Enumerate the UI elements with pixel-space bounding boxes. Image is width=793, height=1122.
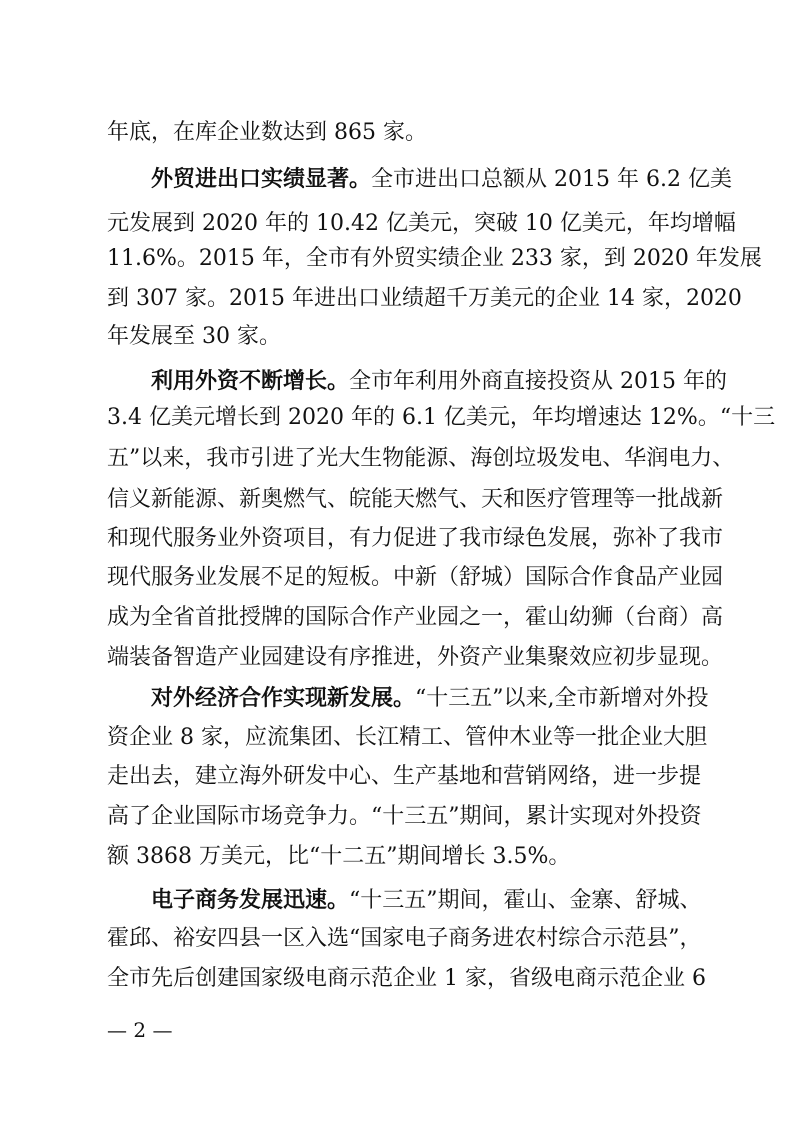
text-line: 成为全省首批授牌的国际合作产业园之一，霍山幼狮（台商）高 — [107, 605, 724, 630]
text-line: 现代服务业发展不足的短板。中新（舒城）国际合作食品产业园 — [107, 565, 724, 590]
text-line: 年底，在库企业数达到 865 家。 — [107, 120, 427, 145]
text-line: 3.4 亿美元增长到 2020 年的 6.1 亿美元，年均增速达 12%。“十三 — [107, 405, 776, 430]
text-line: 霍邱、裕安四县一区入选“国家电子商务进农村综合示范县”， — [107, 926, 702, 951]
paragraph-heading: 对外经济合作实现新发展。 — [151, 685, 416, 711]
text-line: 到 307 家。2015 年进出口业绩超千万美元的企业 14 家，2020 — [107, 286, 742, 311]
paragraph-heading: 外贸进出口实绩显著。 — [151, 166, 372, 192]
text-line: 端装备智造产业园建设有序推进，外资产业集聚效应初步显现。 — [107, 645, 724, 670]
text-span: “十三五”期间，霍山、金寨、舒城、 — [349, 888, 702, 913]
paragraph-start-line — [151, 683, 709, 713]
text-span: 全市进出口总额从 2015 年 6.2 亿美 — [371, 167, 732, 192]
text-line: 和现代服务业外资项目，有力促进了我市绿色发展，弥补了我市 — [107, 526, 724, 551]
text-line: 高了企业国际市场竞争力。“十三五”期间，累计实现对外投资 — [107, 804, 702, 829]
text-line: 11.6%。2015 年，全市有外贸实绩企业 233 家，到 2020 年发展 — [107, 246, 762, 271]
text-span: 全市年利用外商直接投资从 2015 年的 — [349, 369, 727, 394]
text-line: 五”以来，我市引进了光大生物能源、海创垃圾发电、华润电力、 — [107, 446, 735, 471]
paragraph-start-line — [151, 366, 727, 396]
text-line: 走出去，建立海外研发中心、生产基地和营销网络，进一步提 — [107, 764, 702, 789]
text-line: 资企业 8 家，应流集团、长江精工、管仲木业等一批企业大胆 — [107, 725, 707, 750]
paragraph-heading: 利用外资不断增长。 — [151, 368, 350, 394]
paragraph-start-line — [151, 164, 732, 194]
text-line: 全市先后创建国家级电商示范企业 1 家，省级电商示范企业 6 — [107, 966, 706, 991]
paragraph-heading: 电子商务发展迅速。 — [151, 887, 350, 913]
text-line: 信义新能源、新奥燃气、皖能天燃气、天和医疗管理等一批战新 — [107, 487, 724, 512]
text-line: 额 3868 万美元，比“十二五”期间增长 3.5%。 — [107, 844, 571, 869]
text-span: “十三五”以来,全市新增对外投 — [415, 686, 709, 711]
text-line: 年发展至 30 家。 — [107, 324, 281, 349]
page-number: — 2 — — [107, 1018, 173, 1042]
text-line: 元发展到 2020 年的 10.42 亿美元，突破 10 亿美元，年均增幅 — [107, 211, 736, 236]
paragraph-start-line — [151, 885, 702, 915]
